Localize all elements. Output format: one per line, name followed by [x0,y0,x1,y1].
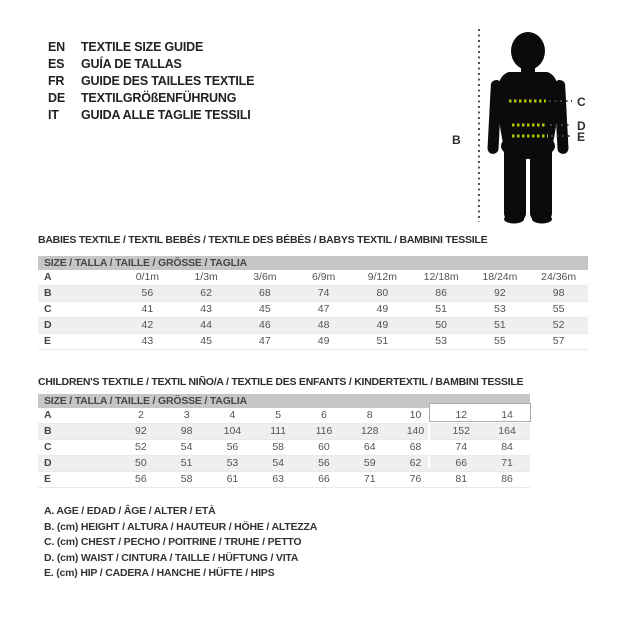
table-row [38,270,588,286]
row-letter: A [38,408,118,424]
size-cell: 41 [118,302,177,318]
language-row [48,73,254,90]
size-cell: 18/24m [471,270,530,286]
language-list [48,39,254,124]
size-cell: 52 [118,440,164,456]
size-cell: 9/12m [353,270,412,286]
children-size-table [38,394,530,488]
size-cell: 152 [438,424,484,440]
size-cell: 76 [393,472,439,488]
size-cell: 12/18m [412,270,471,286]
size-cell: 59 [347,456,393,472]
size-cell: 43 [118,334,177,350]
legend-item: C. (cm) CHEST / PECHO / POITRINE / TRUHE / PETTO [44,536,302,548]
size-cell: 56 [301,456,347,472]
size-cell: 51 [164,456,210,472]
size-cell: 68 [236,286,295,302]
row-letter: A [38,270,118,286]
size-cell: 81 [438,472,484,488]
language-text: GUIDA ALLE TAGLIE TESSILI [81,108,251,122]
height-label: B [452,133,461,147]
size-header-label: SIZE / TALLA / TAILLE / GRÖSSE / TAGLIA [38,394,530,408]
size-cell: 56 [210,440,256,456]
language-code: DE [48,91,65,105]
size-cell-highlighted: 12 [438,408,484,424]
size-cell: 86 [484,472,530,488]
table-row [38,440,530,456]
legend-item: A. AGE / EDAD / ÂGE / ALTER / ETÀ [44,505,216,517]
size-cell: 62 [393,456,439,472]
size-cell: 2 [118,408,164,424]
size-cell: 66 [301,472,347,488]
size-cell: 6/9m [294,270,353,286]
size-cell: 45 [236,302,295,318]
waist-label: D [577,119,586,133]
size-cell: 6 [301,408,347,424]
size-cell: 10 [393,408,439,424]
row-letter: E [38,334,118,350]
size-cell: 3/6m [236,270,295,286]
size-cell: 24/36m [529,270,588,286]
row-letter: E [38,472,118,488]
table-row [38,424,530,440]
size-cell: 49 [353,318,412,334]
size-cell: 66 [438,456,484,472]
size-header-band [38,256,588,270]
size-cell: 51 [353,334,412,350]
size-cell: 86 [412,286,471,302]
size-cell: 51 [471,318,530,334]
table-row [38,472,530,488]
size-cell: 1/3m [177,270,236,286]
size-cell: 128 [347,424,393,440]
size-cell: 49 [353,302,412,318]
size-cell: 60 [301,440,347,456]
size-cell: 74 [438,440,484,456]
child-silhouette [487,32,569,224]
row-letter: D [38,456,118,472]
size-cell: 64 [347,440,393,456]
size-cell: 47 [294,302,353,318]
size-cell: 92 [471,286,530,302]
size-cell: 54 [255,456,301,472]
language-text: TEXTILE SIZE GUIDE [81,40,204,54]
row-letter: C [38,302,118,318]
children-table-title: CHILDREN'S TEXTILE / TEXTIL NIÑO/A / TEXTILE DES ENFANTS / KINDERTEXTIL / BAMBINI TESSILE [38,376,524,388]
size-header-label: SIZE / TALLA / TAILLE / GRÖSSE / TAGLIA [38,256,588,270]
size-cell: 140 [393,424,439,440]
language-code: EN [48,40,65,54]
size-cell-highlighted: 14 [484,408,530,424]
size-cell: 5 [255,408,301,424]
legend-item: D. (cm) WAIST / CINTURA / TAILLE / HÜFTUNG / VITA [44,551,299,564]
size-cell: 46 [236,318,295,334]
size-cell: 61 [210,472,256,488]
size-cell: 52 [529,318,588,334]
size-cell: 164 [484,424,530,440]
language-row [48,39,254,56]
row-letter: C [38,440,118,456]
size-cell: 92 [118,424,164,440]
size-cell: 111 [255,424,301,440]
babies-table-title: BABIES TEXTILE / TEXTIL BEBÉS / TEXTILE DES BÉBÉS / BABYS TEXTIL / BAMBINI TESSILE [38,234,488,246]
size-cell: 98 [164,424,210,440]
size-cell: 63 [255,472,301,488]
table-row [38,318,588,334]
size-cell: 80 [353,286,412,302]
size-cell: 45 [177,334,236,350]
language-row [48,56,254,73]
language-code: FR [48,74,65,88]
size-cell: 44 [177,318,236,334]
size-cell: 62 [177,286,236,302]
size-cell: 54 [164,440,210,456]
size-cell: 50 [412,318,471,334]
language-row [48,90,254,107]
language-code: ES [48,57,65,71]
size-cell: 56 [118,472,164,488]
child-figure [440,10,620,230]
child-figure-svg [440,10,620,230]
size-cell: 71 [347,472,393,488]
size-cell: 104 [210,424,256,440]
size-cell: 42 [118,318,177,334]
size-cell: 3 [164,408,210,424]
language-text: TEXTILGRÖßENFÜHRUNG [81,91,237,105]
size-cell: 49 [294,334,353,350]
size-cell: 57 [529,334,588,350]
babies-size-table [38,256,588,350]
legend-item: B. (cm) HEIGHT / ALTURA / HAUTEUR / HÖHE / ALTEZZA [44,520,318,533]
table-row [38,408,530,424]
size-cell: 116 [301,424,347,440]
language-text: GUÍA DE TALLAS [81,57,182,71]
size-cell: 58 [255,440,301,456]
size-cell: 47 [236,334,295,350]
language-code: IT [48,108,59,122]
size-cell: 53 [471,302,530,318]
size-cell: 56 [118,286,177,302]
language-row [48,107,254,124]
hip-label: E [577,130,586,144]
table-row [38,302,588,318]
size-cell: 71 [484,456,530,472]
table-row [38,456,530,472]
table-row [38,334,588,350]
size-cell: 0/1m [118,270,177,286]
language-text: GUIDE DES TAILLES TEXTILE [81,74,255,88]
size-cell: 55 [529,302,588,318]
size-cell: 74 [294,286,353,302]
size-cell: 4 [210,408,256,424]
chest-label: C [577,95,586,109]
size-cell: 53 [412,334,471,350]
row-letter: D [38,318,118,334]
size-cell: 68 [393,440,439,456]
size-cell: 58 [164,472,210,488]
size-cell: 84 [484,440,530,456]
size-cell: 53 [210,456,256,472]
size-cell: 48 [294,318,353,334]
row-letter: B [38,424,118,440]
size-cell: 43 [177,302,236,318]
row-letter: B [38,286,118,302]
size-cell: 55 [471,334,530,350]
table-row [38,286,588,302]
size-cell: 8 [347,408,393,424]
measurement-legend [44,504,317,582]
size-cell: 98 [529,286,588,302]
legend-item: E. (cm) HIP / CADERA / HANCHE / HÜFTE / HIPS [44,567,275,579]
size-cell: 51 [412,302,471,318]
size-cell: 50 [118,456,164,472]
